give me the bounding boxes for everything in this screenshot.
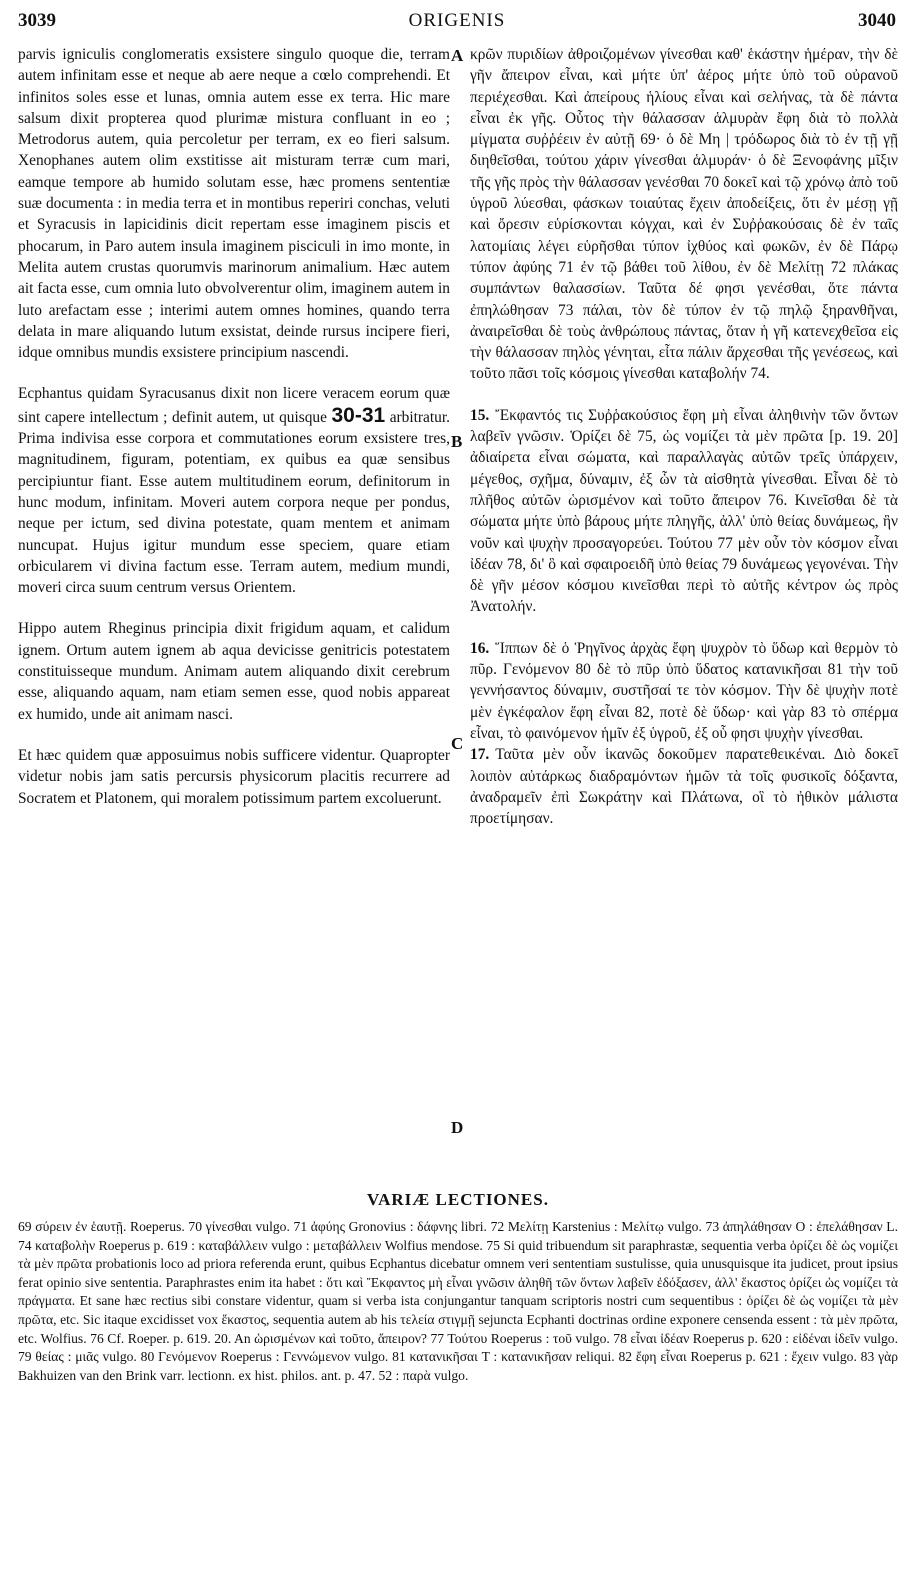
margin-letter-b: B xyxy=(451,432,463,451)
column-reference-marker: 30-31 xyxy=(331,403,386,427)
variae-lectiones-notes xyxy=(18,1218,898,1385)
latin-paragraph-2-end: arbitratur. Prima indivisa esse corpora et commutationes eorum exsistere tres, magnitudinem, figuram, potentiam, ex quibus ea quæ sensibus percipiuntur fiant. Esse autem multitudinem eorum, definitorum in hunc modum, infinitam. Moveri autem corpora neque per pondus, neque per ictum, sed divina potestate, quam mentem et animam nuncupat. Hujus igitur mundum esse speciem, quare etiam orbicularem vi divina factum esse. Terram autem, medium mundi, moveri circa suum centrum versus Orientem. xyxy=(18,408,450,597)
latin-paragraph-2 xyxy=(18,383,450,598)
variae-lectiones-text: 69 σύρειν ἐν ἑαυτῇ. Roeperus. 70 γίνεσθαι vulgo. 71 ἀφύης Gronovius : δάφνης libri. 72 Μελίτῃ Karstenius : Μελίτῳ vulgo. 73 ἀπηλάθησαν O : ἐπελάθησαν L. 74 καταβολὴν Roeperus p. 619 : καταβάλλειν vulgo : μεταβάλλειν Wolfius mendose. 75 Si quid tribuendum sit paraphrastæ, sequentia verba ὁρίζει δὲ ὡς νομίζει τὰ μὲν πρῶτα probationis loco ad priora referenda erunt, quibus Ecphantus dicebatur omnem veri sententiam sustulisse, quia unusquisque ita judicet, prout ipsius ferat opinio sive sententia. Paraphrastes enim ita habet : ὅτι καὶ Ἔκφαντος μὴ εἶναι γνῶσιν ἀληθῆ τῶν ὄντων λαβεῖν ἐδόξασεν, ἀλλ' ἕκαστος ὁρίζει ὡς νομίζει τὰ πράγματα. Et sane hæc rectius sibi constare videntur, quam si verba ista conjungantur tanquam scriptoris nostri cum sequentibus : ὁρίζει δὲ ὡς νομίζει τὰ μὲν πρῶτα, etc. Sic itaque excidisset vox ἕκαστος, sequentia autem ab his τελεία στιγμῇ sejuncta Ecphanti doctrinas ordine exponere censenda essent : τὰ μὲν πρῶτα, etc. Wolfius. 76 Cf. Roeper. p. 619. 20. An ὡρισμένων καὶ τοῦτο, ἄπειρον? 77 Τούτου Roeperus : τοῦ vulgo. 78 εἶναι ἰδέαν Roeperus p. 620 : εἰδέναι ἰδεῖν vulgo. 79 θείας : μιᾶς vulgo. 80 Γενόμενον Roeperus : Γεννώμενον vulgo. 81 κατανικῆσαι T : κατανικῆσαν reliqui. 82 ἔφη εἶναι Roeperus p. 621 : ἔχειν vulgo. 83 γὰρ Bakhuizen van den Brink varr. lectionn. ex hist. philos. ant. p. 47. 52 : παρὰ vulgo. xyxy=(18,1219,898,1383)
page-header xyxy=(18,10,896,36)
margin-letter-c: C xyxy=(451,734,464,753)
greek-paragraph-1: κρῶν πυριδίων ἀθροιζομένων γίνεσθαι καθ' ἑκάστην ἡμέραν, τὴν δὲ γῆν ἄπειρον εἶναι, καὶ μήτε ὑπ' ἀέρος μήτε ὑπὸ τοῦ οὐρανοῦ περιέχεσθαι. Καὶ ἀπείρους ἡλίους εἶναι καὶ σελήνας, τὰ δὲ πάντα εἶναι ἐκ γῆς. Οὗτος τὴν θάλασσαν ἁλμυρὰν ἔφη διὰ τὸ πολλὰ μίγματα συῤῥέειν ἐν αὐτῇ 69· ὁ δὲ Μη | τρόδωρος διὰ τὸ ἐν τῇ γῇ διηθεῖσθαι, τούτου χάριν γίνεσθαι ἁλμυράν· ὁ δὲ Ξενοφάνης μῖξιν τῆς γῆς πρὸς τὴν θάλασσαν γενέσθαι 70 δοκεῖ καὶ τῷ χρόνῳ ἀπὸ τοῦ ὑγροῦ λύεσθαι, φάσκων τοιαύτας ἔχειν ἀποδείξεις, ὅτι ἐν μέσῃ γῇ καὶ ὄρεσιν εὑρίσκονται κόγχαι, καὶ ἐν Συῤῥακούσαις δὲ ἐν ταῖς λατομίαις λέγει εὑρῆσθαι τύπον ἰχθύος καὶ φωκῶν, ἐν δὲ Πάρῳ τύπον ἀφύης 71 ἐν τῷ βάθει τοῦ λίθου, ἐν δὲ Μελίτῃ 72 πλάκας συμπάντων θαλασσίων. Ταῦτα δέ φησι γενέσθαι, ὅτε πάντα ἐπηλώθησαν 73 πάλαι, τὸν δὲ τύπον ἐν τῷ πηλῷ ξηρανθῆναι, ἀναιρεῖσθαι δὲ τοὺς ἀνθρώπους πάντας, ὅταν ἡ γῆ κατενεχθεῖσα εἰς τὴν θάλασσαν πηλὸς γένηται, εἶτα πάλιν ἄρχεσθαι τῆς γενέσεως, καὶ τοῦτο πᾶσι τοῖς κόσμοις γίνεσθαι καταβολήν 74. xyxy=(470,46,898,383)
greek-paragraph-17-text: Ταῦτα μὲν οὖν ἱκανῶς δοκοῦμεν παρατεθεικέναι. Διὸ δοκεῖ λοιπὸν αὐτάρκως διαδραμόντων ἡμῶν τὰ τοῖς φυσικοῖς δόξαντα, ἀναδραμεῖν ἐπὶ Σωκράτην καὶ Πλάτωνα, οἳ τὸ ἠθικὸν μάλιστα προετίμησαν. xyxy=(470,746,898,828)
greek-paragraph-16-text: Ἵππων δὲ ὁ Ῥηγῖνος ἀρχὰς ἔφη ψυχρὸν τὸ ὕδωρ καὶ θερμὸν τὸ πῦρ. Γενόμενον 80 δὲ τὸ πῦρ ὑπὸ ὕδατος κατανικῆσαι 81 τὴν τοῦ γεννήσαντος δύναμιν, συστῆσαί τε τὸν κόσμον. Τὴν δὲ ψυχὴν ποτὲ μὲν ἐγκέφαλον ἔφη εἶναι 82, ποτὲ δὲ ὕδωρ· καὶ γὰρ 83 τὸ σπέρμα εἶναι, τὸ φαινόμενον ἡμῖν ἐξ ὑγροῦ, ἐξ οὗ φησι ψυχὴν γίνεσθαι. xyxy=(470,639,898,742)
greek-paragraph-17 xyxy=(470,744,898,829)
section-number-15: 15. xyxy=(470,406,490,424)
latin-paragraph-3: Hippo autem Rheginus principia dixit frigidum aquam, et calidum ignem. Ortum autem ignem ab aqua devicisse genitricis potestatem constituisseque mundum. Animam autem aliquando dixit cerebrum esse, aliquando aquam, nam etiam semen esse, quod nobis appareat ex humido, unde ait animam nasci. xyxy=(18,620,450,723)
greek-paragraph-15-text: Ἔκφαντός τις Συῤῥακούσιος ἔφη μὴ εἶναι ἀληθινὴν τῶν ὄντων λαβεῖν γνῶσιν. Ὁρίζει δὲ 75, ὡς νομίζει τὰ μὲν πρῶτα [p. 19. 20] ἀδιαίρετα εἶναι σώματα, καὶ παραλλαγὰς αὐτῶν τρεῖς ὑπάρχειν, μέγεθος, σχῆμα, δύναμιν, ἐξ ὧν τὰ αἰσθητὰ γίνεσθαι. Εἶναι δὲ τὸ πλῆθος αὐτῶν ὡρισμένον καὶ τοῦτο ἄπειρον 76. Κινεῖσθαι δὲ τὰ σώματα μήτε ὑπὸ βάρους μήτε πληγῆς, ἀλλ' ὑπὸ θείας δυνάμεως, ἣν νοῦν καὶ ψυχὴν προσαγορεύει. Τούτου 77 μὲν οὖν τὸν κόσμον εἶναι ἰδέαν 78, δι' ὃ καὶ σφαιροειδῆ ὑπὸ θείας 79 δυνάμεως γεγονέναι. Τὴν δὲ γῆν μέσον κόσμου κινεῖσθαι περὶ τὸ αὐτῆς κέντρον ὡς πρὸς Ἀνατολήν. xyxy=(470,406,898,616)
greek-paragraph-15 xyxy=(470,405,898,618)
latin-column xyxy=(18,44,450,809)
section-number-17: 17. xyxy=(470,746,490,764)
latin-paragraph-1: parvis igniculis conglomeratis exsistere singulo quoque die, terram autem infinitam esse et neque ab aere neque a cœlo comprehendi. Et infinitos soles esse et lunas, omnia autem esse ex terra. Hic mare salsum dixit propterea quod plurimæ mistura confluant in eo ; Metrodorus autem, quia percoletur per terram, ex eo fieri salsum. Xenophanes autem olim exstitisse ait misturam terræ cum mari, eamque tempore ab humido solutam esse, hæc promens sententiæ suæ documenta : in media terra et in montibus reperiri conchas, veluti et Syracusis in lapicidinis dicit repertam esse imaginem piscis et phocarum, in Paro autem insula imaginem pisciculi in imo monte, in Melita autem crustas quorumvis marinorum animalium. Hæc autem ait facta esse, cum omnia luto obvolverentur olim, imaginem autem in luto arefactam esse ; interimi autem omnes homines, quando terra delata in mare aliquando lutum exsistat, deinde rursus incipere fieri, idque omnibus mundis exsistere principium nascendi. xyxy=(18,46,450,362)
greek-paragraph-16 xyxy=(470,638,898,744)
section-number-16: 16. xyxy=(470,639,490,657)
margin-letter-a: A xyxy=(451,46,464,65)
latin-paragraph-2-start: Ecphantus quidam Syracusanus dixit non licere veracem eorum quæ sint capere intellectum ; definit autem, ut quisque xyxy=(18,385,450,426)
running-title: ORIGENIS xyxy=(408,10,506,31)
page-number-left: 3039 xyxy=(18,10,56,31)
latin-paragraph-4: Et hæc quidem quæ apposuimus nobis sufficere videntur. Quapropter videtur nobis jam satis percursis physicorum placitis recurrere ad Socratem et Platonem, qui moralem potissimum partem excoluerunt. xyxy=(18,746,450,807)
margin-letter-d: D xyxy=(451,1118,464,1137)
variae-lectiones-heading: VARIÆ LECTIONES. xyxy=(367,1190,549,1209)
page-number-right: 3040 xyxy=(858,10,896,31)
greek-column xyxy=(470,44,898,829)
